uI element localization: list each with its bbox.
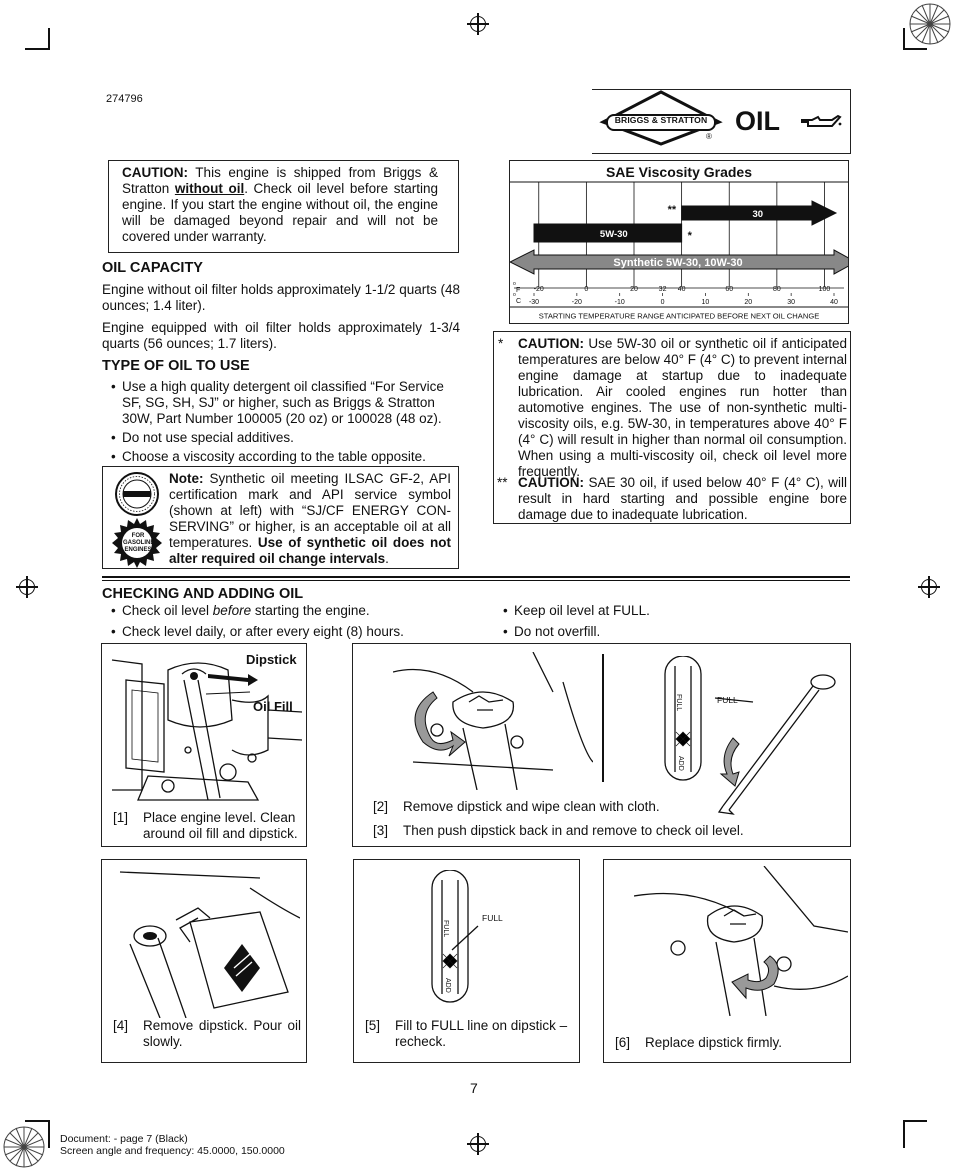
footer-line-1: Document: - page 7 (Black) (60, 1133, 188, 1145)
pour-oil-illustration (110, 868, 300, 1018)
step-number: [1] (113, 810, 129, 825)
figure-step-5 (353, 859, 580, 1063)
chart-title: SAE Viscosity Grades (605, 164, 753, 180)
tick-label-f: 0 (584, 286, 589, 293)
degree-sign: o (513, 292, 516, 298)
section-divider (102, 580, 850, 581)
list-item-text: Check oil level (122, 603, 213, 618)
unit-c: C (516, 298, 522, 305)
registered-mark: ® (706, 132, 712, 141)
registration-mark-icon (470, 1136, 486, 1152)
registration-mark-icon (921, 579, 937, 595)
checking-list-right (494, 603, 844, 643)
chart-bars (510, 201, 848, 274)
caution-note-lead: CAUTION: (518, 336, 584, 351)
crop-mark (48, 1120, 50, 1148)
oil-can-icon (798, 112, 842, 132)
list-item-text: starting the engine. (251, 603, 370, 618)
step-number: [4] (113, 1018, 129, 1033)
brand-name: BRIGGS & STRATTON (614, 115, 708, 125)
caution-emphasis: without oil (174, 181, 245, 196)
series-label: Synthetic 5W-30, 10W-30 (613, 257, 743, 269)
viscosity-chart (509, 160, 849, 324)
step-text: Replace dipstick firmly. (645, 1035, 783, 1050)
chart-xlabel: STARTING TEMPERATURE RANGE ANTICIPATED BEFORE NEXT OIL CHANGE (538, 311, 820, 321)
tick-label-c: -10 (614, 299, 625, 306)
note-end: . (385, 551, 389, 566)
tick-label-c: 20 (744, 299, 753, 306)
brand-header (592, 89, 851, 154)
crop-mark (25, 1120, 49, 1122)
figure-step-1 (101, 643, 307, 847)
unit-f: F (516, 287, 521, 294)
chart-ticks (513, 281, 844, 306)
caution-lead: CAUTION: (122, 165, 188, 180)
step-text: Remove dipstick and wipe clean with cloth. (403, 799, 660, 814)
tick-label-f: 40 (677, 286, 686, 293)
caution-note-text: Use 5W-30 oil or synthetic oil if anticipated temperatures are below 40° F (4° C) to prevent internal engine damage at startup due to inadequate lubrication. Air cooled engines run hotter than automotive engines. The use of non-synthetic multi-viscosity oils, e.g. 5W-30, in temperatures above 40° F (4° C) will result in higher than normal oil consumption. When using a multi-viscosity oil, check oil level more frequently. (518, 336, 847, 479)
figure-step-4 (101, 859, 307, 1063)
step-text: Fill to FULL line on dipstick – recheck. (395, 1018, 568, 1049)
series-marker: ** (667, 204, 677, 216)
list-item (102, 603, 492, 619)
section-divider (102, 576, 850, 578)
tick-label-f: 100 (818, 286, 831, 293)
caution-box (108, 160, 459, 253)
dipstick-full-mark: FULL (675, 694, 682, 712)
registration-mark-icon (19, 579, 35, 595)
footer-line-2: Screen angle and frequency: 45.0000, 150.0000 (60, 1145, 285, 1157)
full-callout: FULL (482, 913, 503, 923)
tick-label-c: 10 (701, 299, 710, 306)
figure-divider (602, 654, 604, 782)
caution-text-2: . Check oil level before starting engine. If you start the engine without oil, the engine will be damaged beyond repair and will not be covered under warranty. (122, 181, 439, 244)
type-of-oil-list (102, 379, 460, 468)
list-item: • Choose a viscosity according to the table opposite. (102, 449, 460, 465)
tick-label-f: 80 (772, 286, 781, 293)
list-item: • Check level daily, or after every eight (8) hours. (102, 624, 492, 640)
caution-note-mark: ** (497, 475, 508, 490)
crop-mark (903, 28, 905, 50)
list-item: • Keep oil level at FULL. (494, 603, 844, 619)
tick-label-c: 40 (830, 299, 838, 306)
checking-list-left (102, 603, 492, 643)
caution-note-mark: * (498, 336, 504, 351)
note-body: Synthetic oil meeting ILSAC GF-2, API certification mark and API service symbol (shown at left) with “SJ/CF ENERGY CON-SERVING” or higher, is an acceptable oil at all temperatures. (169, 471, 451, 550)
oil-capacity-p2: Engine equipped with oil filter holds approximately 1-3/4 quarts (56 ounces; 1.7 liters). (102, 320, 460, 351)
step-number: [6] (615, 1035, 631, 1050)
list-item: • Do not overfill. (494, 624, 844, 640)
tick-label-f: 60 (725, 286, 734, 293)
dipstick-label: Dipstick (246, 652, 297, 667)
step-text: Then push dipstick back in and remove to check oil level. (403, 823, 744, 838)
replace-dipstick-illustration (634, 866, 848, 1016)
series-marker: * (687, 230, 692, 242)
oil-capacity-p1: Engine without oil filter holds approximately 1-1/2 quarts (48 ounces; 1.4 liter). (102, 282, 460, 313)
full-callout: FULL (717, 695, 738, 705)
list-item: • Do not use special additives. (102, 430, 460, 446)
seal-text: FOR GASOLINE ENGINES (123, 533, 155, 553)
series-label: 30 (752, 209, 764, 220)
section-title: OIL (735, 106, 780, 136)
crop-mark (903, 48, 927, 50)
crop-mark (48, 28, 50, 50)
api-certification-mark-icon (112, 471, 162, 517)
tick-label-c: 30 (787, 299, 796, 306)
figure-step-2-3 (352, 643, 851, 847)
checking-heading: CHECKING AND ADDING OIL (102, 586, 304, 602)
dipstick-full-mark-illustration (663, 656, 843, 816)
figure-step-6 (603, 859, 851, 1063)
dipstick-add-mark: ADD (444, 978, 451, 993)
caution-notes-box (493, 331, 851, 524)
page-number: 7 (470, 1080, 478, 1096)
note-bold: Use of synthetic oil does not alter required oil change intervals (169, 535, 451, 566)
step-number: [3] (373, 823, 389, 838)
registration-mark-icon (470, 16, 486, 32)
starburst-icon (908, 2, 952, 46)
step-text: Remove dipstick. Pour oil slowly. (143, 1018, 301, 1049)
tick-label-c: 0 (660, 299, 665, 306)
list-item-emphasis: before (212, 603, 252, 618)
tick-label-c: -30 (528, 299, 540, 306)
starburst-icon (2, 1125, 46, 1169)
caution-note-text: SAE 30 oil, if used below 40° F (4° C), will result in hard starting and possible engine bore damage due to inadequate lubrication. (518, 475, 847, 522)
type-of-oil-heading: TYPE OF OIL TO USE (102, 358, 250, 374)
remove-dipstick-illustration (393, 652, 593, 790)
series-label: 5W-30 (599, 229, 628, 240)
tick-label-f: 20 (630, 286, 638, 293)
caution-note-1 (498, 336, 847, 480)
dipstick-add-mark: ADD (677, 756, 684, 771)
crop-mark (903, 1120, 905, 1148)
step-text: Place engine level. Clean around oil fill and dipstick. (143, 810, 298, 841)
dipstick-full-mark: FULL (442, 920, 449, 938)
document-number: 274796 (106, 93, 143, 105)
note-lead: Note: (169, 471, 204, 486)
caution-note-2 (497, 475, 847, 523)
list-item: • Use a high quality detergent oil classified “For Service SF, SG, SH, SJ” or higher, such as Briggs & Stratton 30W, Part Number 100005 (20 oz) or 100028 (48 oz). (102, 379, 460, 427)
caution-text-1: This engine is shipped from Briggs & Stratton (122, 165, 438, 196)
caution-note-lead: CAUTION: (518, 475, 584, 490)
tick-label-c: -20 (571, 299, 582, 306)
tick-label-f: -20 (533, 286, 544, 293)
note-text (169, 471, 451, 567)
step-number: [2] (373, 799, 389, 814)
crop-mark (903, 1120, 927, 1122)
viscosity-chart-svg (510, 161, 848, 323)
step-number: [5] (365, 1018, 381, 1033)
footer (60, 1133, 285, 1157)
oil-capacity-heading: OIL CAPACITY (102, 260, 203, 276)
note-box (102, 466, 459, 569)
tick-label-f: 32 (658, 286, 667, 293)
engine-oil-fill-illustration (108, 650, 302, 808)
crop-mark (25, 48, 49, 50)
degree-sign: o (513, 281, 516, 287)
oil-fill-label: Oil Fill (253, 699, 293, 714)
